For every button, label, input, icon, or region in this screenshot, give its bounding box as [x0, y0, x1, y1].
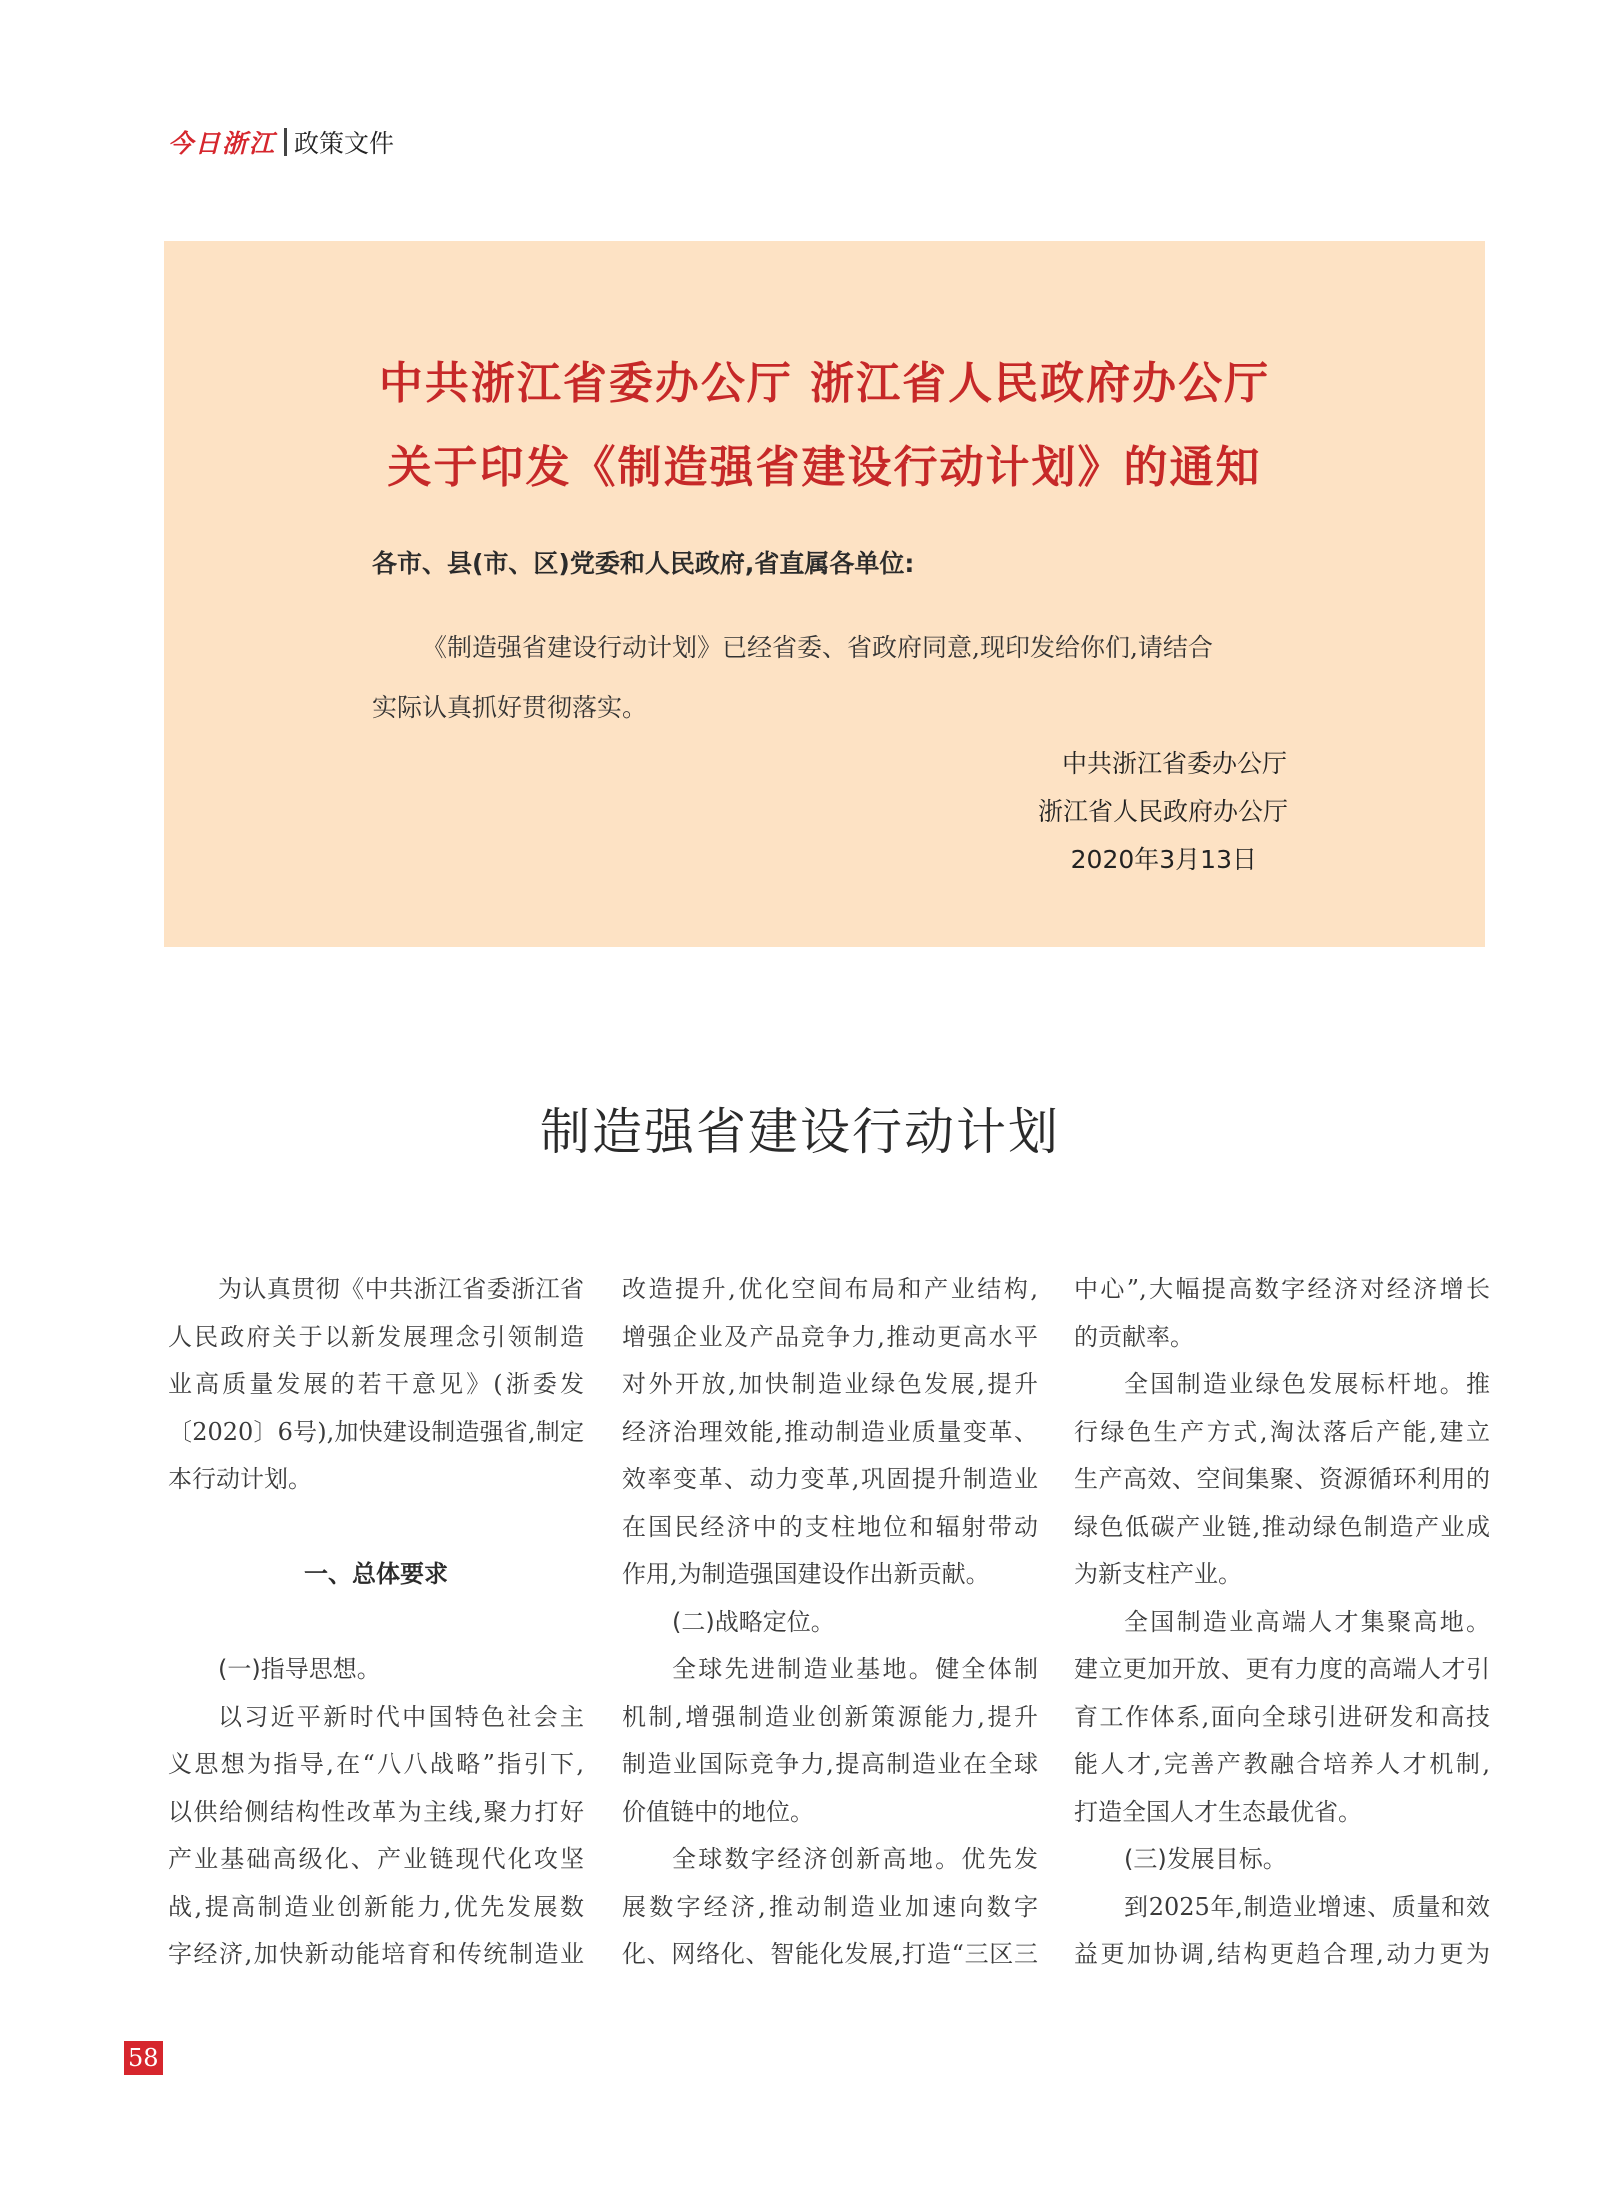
column-line: 全球数字经济创新高地。优先发: [672, 1845, 1038, 1873]
text-column-3: [1074, 1266, 1490, 1979]
column-line: 以供给侧结构性改革为主线,聚力打好: [168, 1797, 584, 1826]
column-line: 对外开放,加快制造业绿色发展,提升: [622, 1370, 1038, 1398]
page-number: 58: [124, 2041, 163, 2075]
notice-title-line-1: 中共浙江省委办公厅 浙江省人民政府办公厅: [378, 358, 1271, 409]
column-line: 为新支柱产业。: [1074, 1560, 1242, 1588]
subsection-heading: (二)战略定位。: [672, 1607, 835, 1636]
notice-salutation: 各市、县(市、区)党委和人民政府,省直属各单位:: [372, 549, 915, 578]
column-line: 作用,为制造强国建设作出新贡献。: [622, 1560, 990, 1588]
column-spacer: [168, 1504, 584, 1552]
column-line: 本行动计划。: [168, 1465, 312, 1493]
column-line: 增强企业及产品竞争力,推动更高水平: [622, 1322, 1038, 1351]
column-line: 字经济,加快新动能培育和传统制造业: [168, 1940, 584, 1968]
subsection-heading: (三)发展目标。: [1124, 1845, 1287, 1873]
column-line: 为认真贯彻《中共浙江省委浙江省: [218, 1275, 584, 1303]
text-column-2: [622, 1266, 1038, 1979]
column-line: 行绿色生产方式,淘汰落后产能,建立: [1074, 1417, 1490, 1446]
column-line: 益更加协调,结构更趋合理,动力更为: [1074, 1940, 1490, 1968]
column-line: 机制,增强制造业创新策源能力,提升: [622, 1702, 1038, 1731]
column-line: 经济治理效能,推动制造业质量变革、: [622, 1417, 1038, 1446]
column-line: 价值链中的地位。: [622, 1797, 814, 1826]
column-line: 制造业国际竞争力,提高制造业在全球: [622, 1750, 1038, 1778]
magazine-logo: 今日浙江: [168, 129, 277, 158]
column-line: 全国制造业绿色发展标杆地。推: [1124, 1370, 1490, 1398]
column-line: 全国制造业高端人才集聚高地。: [1124, 1607, 1490, 1636]
column-line: 生产高效、空间集聚、资源循环利用的: [1074, 1465, 1490, 1493]
column-line: 育工作体系,面向全球引进研发和高技: [1074, 1702, 1490, 1731]
column-line: 业高质量发展的若干意见》(浙委发: [168, 1370, 584, 1398]
column-line: 绿色低碳产业链,推动绿色制造产业成: [1074, 1512, 1490, 1541]
column-line: 到2025年,制造业增速、质量和效: [1124, 1892, 1490, 1921]
column-line: 〔2020〕6号),加快建设制造强省,制定: [168, 1417, 584, 1446]
column-line: 展数字经济,推动制造业加速向数字: [622, 1892, 1038, 1921]
section-heading: 一、总体要求: [304, 1560, 448, 1588]
column-line: 以习近平新时代中国特色社会主: [218, 1702, 584, 1731]
page-header: [168, 122, 394, 162]
column-line: 能人才,完善产教融合培养人才机制,: [1074, 1750, 1490, 1778]
notice-date: 2020年3月13日: [1070, 845, 1257, 874]
column-line: 义思想为指导,在“八八战略”指引下,: [168, 1750, 584, 1778]
notice-title-line-2: 关于印发《制造强省建设行动计划》的通知: [387, 442, 1262, 493]
column-line: 在国民经济中的支柱地位和辐射带动: [622, 1512, 1038, 1541]
column-line: 改造提升,优化空间布局和产业结构,: [622, 1275, 1038, 1303]
notice-box: [164, 241, 1485, 947]
column-line: 建立更加开放、更有力度的高端人才引: [1074, 1655, 1490, 1683]
column-line: 战,提高制造业创新能力,优先发展数: [168, 1892, 584, 1921]
column-line: 化、网络化、智能化发展,打造“三区三: [622, 1940, 1038, 1968]
text-column-1: [168, 1266, 584, 1979]
notice-signer-1: 中共浙江省委办公厅: [1061, 749, 1287, 778]
column-line: 人民政府关于以新发展理念引领制造: [168, 1322, 584, 1351]
column-line: 打造全国人才生态最优省。: [1074, 1797, 1362, 1826]
notice-signer-2: 浙江省人民政府办公厅: [1037, 797, 1288, 826]
header-divider: [284, 128, 287, 156]
column-line: 产业基础高级化、产业链现代化攻坚: [168, 1845, 584, 1873]
column-line: 中心”,大幅提高数字经济对经济增长: [1074, 1275, 1490, 1303]
column-line: 全球先进制造业基地。健全体制: [672, 1655, 1038, 1683]
subsection-heading: (一)指导思想。: [218, 1655, 381, 1683]
column-line: 效率变革、动力变革,巩固提升制造业: [622, 1465, 1038, 1493]
column-line: 的贡献率。: [1074, 1322, 1194, 1351]
notice-body-line-1: 《制造强省建设行动计划》已经省委、省政府同意,现印发给你们,请结合: [422, 633, 1213, 662]
section-label: 政策文件: [294, 129, 395, 158]
notice-body-line-2: 实际认真抓好贯彻落实。: [372, 693, 648, 722]
plan-title: 制造强省建设行动计划: [540, 1103, 1060, 1161]
column-spacer: [168, 1599, 584, 1647]
